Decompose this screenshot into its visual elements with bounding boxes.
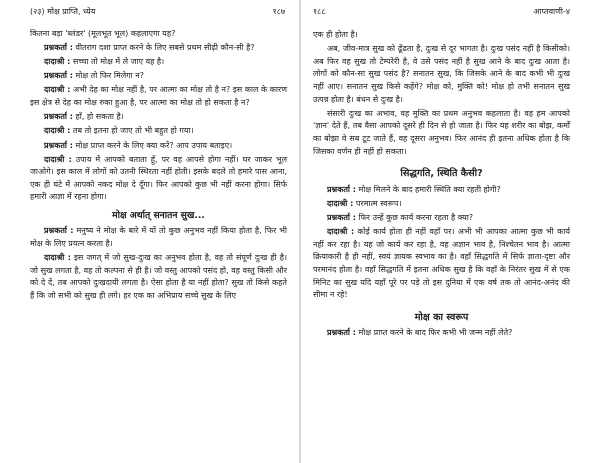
right-page-body	[313, 26, 570, 340]
dialogue-paragraph	[30, 140, 287, 153]
paragraph-text: संसारी दुःख का अभाव, वह मुक्ति का प्रथम अनुभव कहलाता है। वह हम आपको 'ज्ञान' देते हैं, तब वैसा आपको दूसरे ही दिन से हो जाता है। फिर यह शरीर का बोझ, कर्मों का बोझा वे सब टूट जाते हैं, वह दूसरा अनुभव। फिर आनंद ही इतना अधिक होता है कि जिसका वर्णन ही नहीं हो सकता।	[313, 108, 570, 156]
right-page	[301, 0, 600, 463]
speaker-label: प्रश्नकर्ता :	[327, 184, 356, 194]
paragraph-text: कितना बड़ा 'ब्लंडर' (मूलभूत भूल) कहलाएगा यह?	[30, 28, 176, 38]
speaker-label: दादाश्री :	[327, 227, 355, 237]
body-paragraph	[313, 43, 570, 106]
dialogue-paragraph	[313, 226, 570, 302]
paragraph-text: वीतराग दशा प्राप्त करने के लिए सबसे प्रथम सीढ़ी कौन-सी है?	[72, 42, 255, 52]
paragraph-text: परमात्म स्वरूप।	[353, 198, 402, 208]
dialogue-paragraph	[313, 198, 570, 211]
body-paragraph	[313, 29, 570, 42]
left-running-title: (२३) मोक्ष प्राप्ति, ध्येय	[30, 7, 96, 16]
paragraph-text: सच्चा तो मोक्ष में ले जाए वह है।	[70, 56, 165, 66]
dialogue-paragraph	[30, 225, 287, 250]
speaker-label: दादाश्री :	[44, 85, 71, 95]
speaker-label: दादाश्री :	[44, 253, 71, 263]
paragraph-text: मोक्ष मिलने के बाद हमारी स्थिति क्या रहती होगी?	[355, 184, 501, 194]
right-page-number: १८८	[313, 7, 326, 16]
dialogue-paragraph	[30, 42, 287, 55]
body-paragraph	[313, 108, 570, 158]
speaker-label: प्रश्नकर्ता :	[44, 112, 73, 122]
dialogue-paragraph	[30, 125, 287, 138]
paragraph-text: मोक्ष प्राप्त करने के लिए क्या करें? आप उपाय बताइए।	[72, 140, 233, 150]
speaker-label: प्रश्नकर्ता :	[44, 71, 73, 81]
paragraph-text: अभी देह का मोक्ष नहीं है, पर आत्मा का मोक्ष तो है न? इस काल के कारण इस क्षेत्र से देह का मोक्ष रुका हुआ है, पर आत्मा का मोक्ष तो हो सकता है न?	[30, 85, 287, 107]
speaker-label: दादाश्री :	[44, 56, 71, 66]
paragraph-text: अब, जीव-मात्र सुख को ढूँढता है, दुःख से दूर भागता है। दुःख पसंद नहीं है किसीको। अब फिर वह सुख तो टेम्परेरी है, वे उसे पसंद नहीं है सुख आने के बाद दुःख आता है। लोगों को कौन-सा सुख पसंद है? सनातन सुख, कि जिसके आने के बाद कभी भी दुःख नहीं आए। सनातन सुख किसे कहेंगे? मोक्ष को, मुक्ति को! मोक्ष हो तभी सनातन सुख उत्पन्न होता है। बंधन से दुःख है।	[313, 44, 570, 104]
paragraph-text: तब तो इतना हो जाए तो भी बहुत हो गया।	[70, 126, 194, 136]
paragraph-text: उपाय में आपको बताता हूँ, पर वह आपसे होगा नहीं। घर जाकर भूल जाओगे। इस काल में लोगों को उतनी स्थिरता नहीं होती। इसके बदले तो हमारे पास आना, एक ही घंटे में आपको नकद मोक्ष दे दूँगा। फिर आपको कुछ भी नहीं करना होगा। सिर्फ हमारी आज्ञा में रहना होगा।	[30, 154, 287, 202]
paragraph-text: मनुष्य ने मोक्ष के बारे में यों तो कुछ अनुभव नहीं किया होता है, फिर भी मोक्ष के लिए प्रयत्न करता है।	[30, 226, 288, 249]
dialogue-paragraph	[30, 111, 287, 124]
right-running-title: आप्तवाणी-४	[533, 7, 570, 16]
section-heading: सिद्धगति, स्थिति कैसी?	[400, 168, 483, 180]
dialogue-paragraph	[30, 70, 287, 83]
paragraph-text: कोई कार्य होता ही नहीं वहाँ पर। अभी भी आपका आत्मा कुछ भी कार्य नहीं कर रहा है। यह जो कार्य कर रहा है, वह अज्ञान भाव है, निश्चेतन भाव है। आत्मा क्रियाकारी है ही नहीं, स्वयं ज्ञायक स्वभाव का है। वहाँ सिद्धगति में सिर्फ ज्ञाता-दृष्टा और परमानंद होता है। वहाँ सिद्धगति में इतना अधिक सुख है कि वहाँ के निरंतर सुख में से एक मिनिट का सुख यदि यहाँ पूरे पर पड़े तो इस दुनिया में एक वर्ष तक तो आनंद-अनंद की सीमा न रहे!	[313, 227, 570, 300]
dialogue-paragraph	[30, 154, 287, 204]
section-heading: मोक्ष का स्वरूप	[414, 311, 469, 323]
speaker-label: प्रश्नकर्ता :	[44, 226, 74, 236]
paragraph-text: फिर उन्हें कुछ कार्य करना रहता है क्या?	[355, 213, 474, 223]
left-page-number: १८७	[272, 7, 285, 16]
paragraph-text: हाँ, हो सकता है।	[72, 112, 124, 122]
dialogue-paragraph	[30, 56, 287, 69]
dialogue-paragraph	[30, 84, 287, 109]
dialogue-paragraph	[313, 327, 570, 340]
left-page	[0, 0, 299, 463]
speaker-label: प्रश्नकर्ता :	[44, 140, 73, 150]
dialogue-paragraph	[30, 252, 287, 302]
paragraph-text: मोक्ष प्राप्त करने के बाद फिर कभी भी जन्म नहीं लेते?	[355, 328, 513, 338]
paragraph-text: एक ही होता है।	[313, 30, 358, 39]
speaker-label: दादाश्री :	[44, 126, 71, 136]
paragraph-text: इस जगत् में जो सुख-दुःख का अनुभव होता है, वह तो संपूर्ण दुःख ही है। जो सुख लगता है, वह तो कल्पना से ही है। जो वस्तु आपको पसंद हो, वह वस्तु किसी और को दे दें, तब आपको दुःखदायी लगता है। ऐसा होता है या नहीं होता? सुख तो किसे कहते हैं कि जो सभी को सुख ही लगे। हर एक का अभिप्राय सच्चे सुख के लिए	[30, 253, 287, 300]
section-heading: मोक्ष अर्थात् सनातन सुख...	[112, 210, 205, 222]
speaker-label: प्रश्नकर्ता :	[327, 328, 356, 338]
left-page-body	[30, 26, 287, 302]
dialogue-paragraph	[313, 212, 570, 225]
body-paragraph	[30, 28, 287, 41]
paragraph-text: मोक्ष तो फिर मिलेगा न?	[72, 71, 144, 81]
dialogue-paragraph	[313, 184, 570, 197]
speaker-label: दादाश्री :	[327, 198, 354, 208]
speaker-label: दादाश्री :	[44, 154, 72, 164]
speaker-label: प्रश्नकर्ता :	[44, 42, 73, 52]
speaker-label: प्रश्नकर्ता :	[327, 213, 356, 223]
